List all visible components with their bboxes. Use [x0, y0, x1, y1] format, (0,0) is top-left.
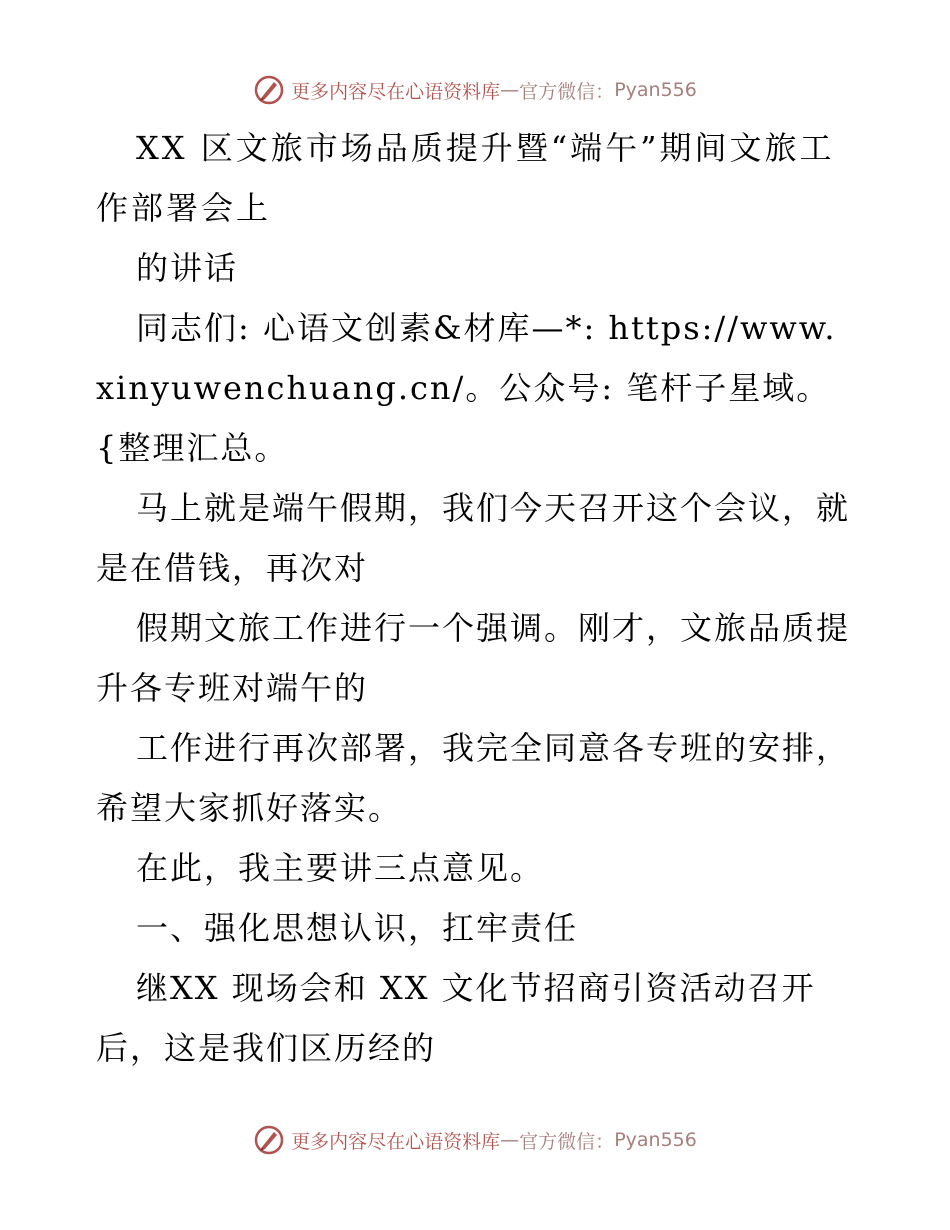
paragraph-1: 马上就是端午假期，我们今天召开这个会议，就是在借钱，再次对	[96, 489, 851, 587]
banner-dash: —	[500, 79, 520, 101]
paragraph-5: 继XX 现场会和 XX 文化节招商引资活动召开后，这是我们区历经的	[96, 969, 816, 1067]
footer-banner	[0, 1120, 950, 1160]
wechat-id: Pyan556	[614, 1129, 697, 1151]
section-heading-1: 一、强化思想认识，扛牢责任	[136, 909, 579, 947]
pen-logo-icon	[253, 1124, 285, 1156]
document-body	[96, 118, 856, 1078]
wechat-label: 官方微信：	[519, 80, 615, 103]
banner-text: 更多内容尽在心语资料库	[291, 80, 501, 103]
wechat-label: 官方微信：	[519, 1130, 615, 1153]
pen-logo-icon	[253, 74, 285, 106]
paragraph-4: 在此，我主要讲三点意见。	[136, 849, 545, 887]
title-continuation: 的讲话	[136, 249, 239, 287]
paragraph-3: 工作进行再次部署，我完全同意各专班的安排，希望大家抓好落实。	[96, 729, 851, 827]
wechat-id: Pyan556	[614, 79, 697, 101]
banner-dash: —	[500, 1129, 520, 1151]
banner-text: 更多内容尽在心语资料库	[291, 1130, 501, 1153]
document-title: XX 区文旅市场品质提升暨“端午”期间文旅工作部署会上	[96, 129, 835, 227]
header-banner	[0, 70, 950, 110]
paragraph-salutation: 同志们: 心语文创素&材库—*: https://www.xinyuwenchuang.cn/。公众号: 笔杆子星域。{整理汇总。	[96, 309, 837, 467]
paragraph-2: 假期文旅工作进行一个强调。刚才，文旅品质提升各专班对端午的	[96, 609, 851, 707]
